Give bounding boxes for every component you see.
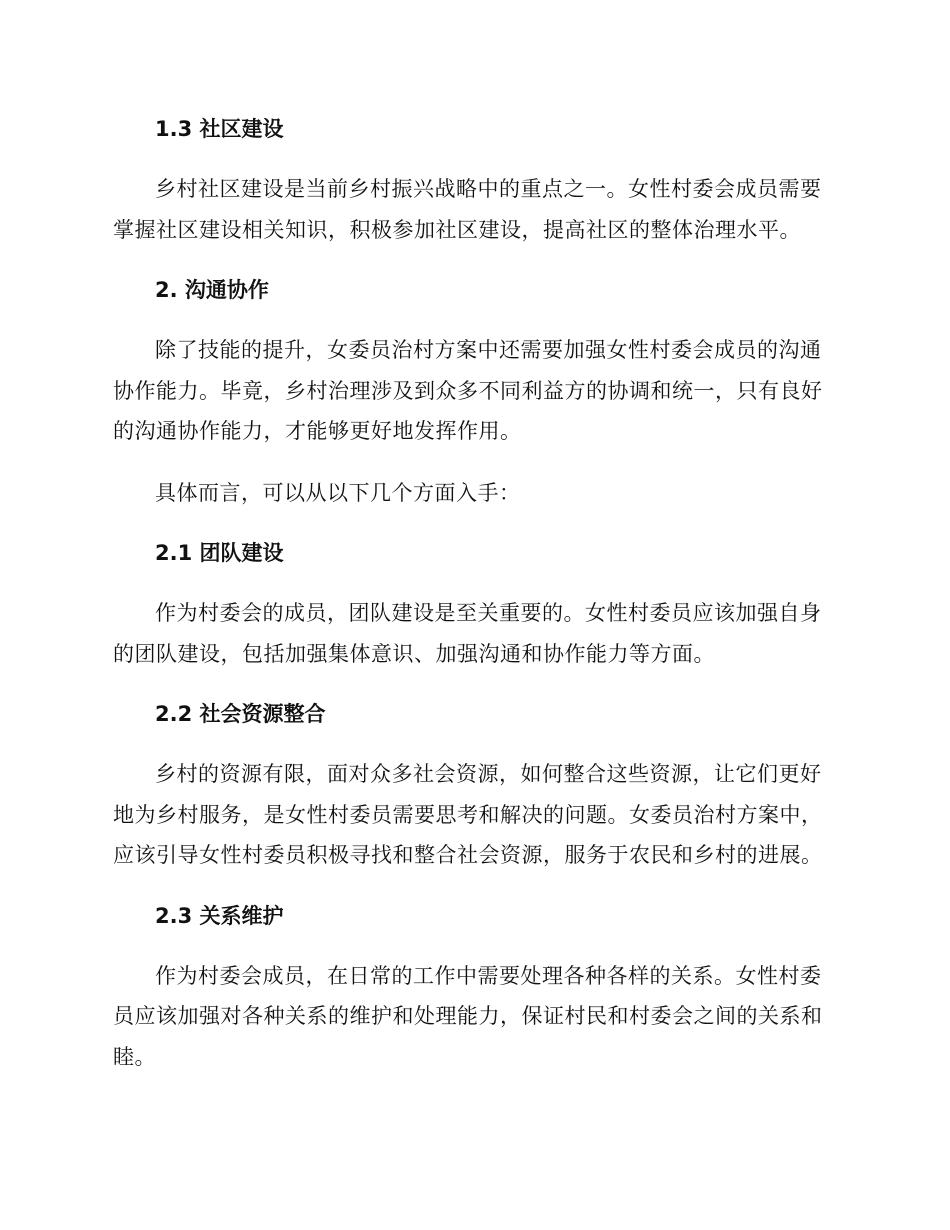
paragraph-relationship-maintenance	[113, 956, 833, 1078]
section-heading-2: 2. 沟通协作	[155, 278, 269, 302]
section-heading-2-1: 2.1 团队建设	[155, 541, 284, 565]
section-heading-1-3: 1.3 社区建设	[155, 117, 284, 141]
text-line: 应该引导女性村委员积极寻找和整合社会资源，服务于农民和乡村的进展。	[113, 843, 823, 867]
text-line: 睦。	[113, 1044, 156, 1069]
text-line: 乡村社区建设是当前乡村振兴战略中的重点之一。女性村委会成员需要	[155, 177, 822, 201]
text-line: 具体而言，可以从以下几个方面入手：	[155, 480, 521, 505]
text-line: 的沟通协作能力，才能够更好地发挥作用。	[113, 419, 522, 443]
document-page	[113, 110, 833, 1098]
paragraph-specifics-intro	[113, 473, 833, 514]
text-line: 地为乡村服务，是女性村委员需要思考和解决的问题。女委员治村方案中，	[113, 802, 823, 827]
paragraph-team-building	[113, 593, 833, 674]
text-line: 除了技能的提升，女委员治村方案中还需要加强女性村委会成员的沟通	[155, 338, 822, 362]
paragraph-communication	[113, 330, 833, 452]
text-line: 掌握社区建设相关知识，积极参加社区建设，提高社区的整体治理水平。	[113, 217, 801, 242]
text-line: 的团队建设，包括加强集体意识、加强沟通和协作能力等方面。	[113, 641, 715, 666]
section-heading-2-2: 2.2 社会资源整合	[155, 702, 326, 726]
text-line: 协作能力。毕竟，乡村治理涉及到众多不同利益方的协调和统一，只有良好	[113, 378, 823, 403]
paragraph-resource-integration	[113, 754, 833, 876]
text-line: 作为村委会的成员，团队建设是至关重要的。女性村委员应该加强自身	[155, 601, 822, 625]
text-line: 乡村的资源有限，面对众多社会资源，如何整合这些资源，让它们更好	[155, 762, 822, 786]
text-line: 作为村委会成员，在日常的工作中需要处理各种各样的关系。女性村委	[155, 963, 822, 988]
section-heading-2-3: 2.3 关系维护	[155, 903, 284, 928]
text-line: 员应该加强对各种关系的维护和处理能力，保证村民和村委会之间的关系和	[113, 1004, 823, 1028]
paragraph-community-building	[113, 169, 833, 250]
